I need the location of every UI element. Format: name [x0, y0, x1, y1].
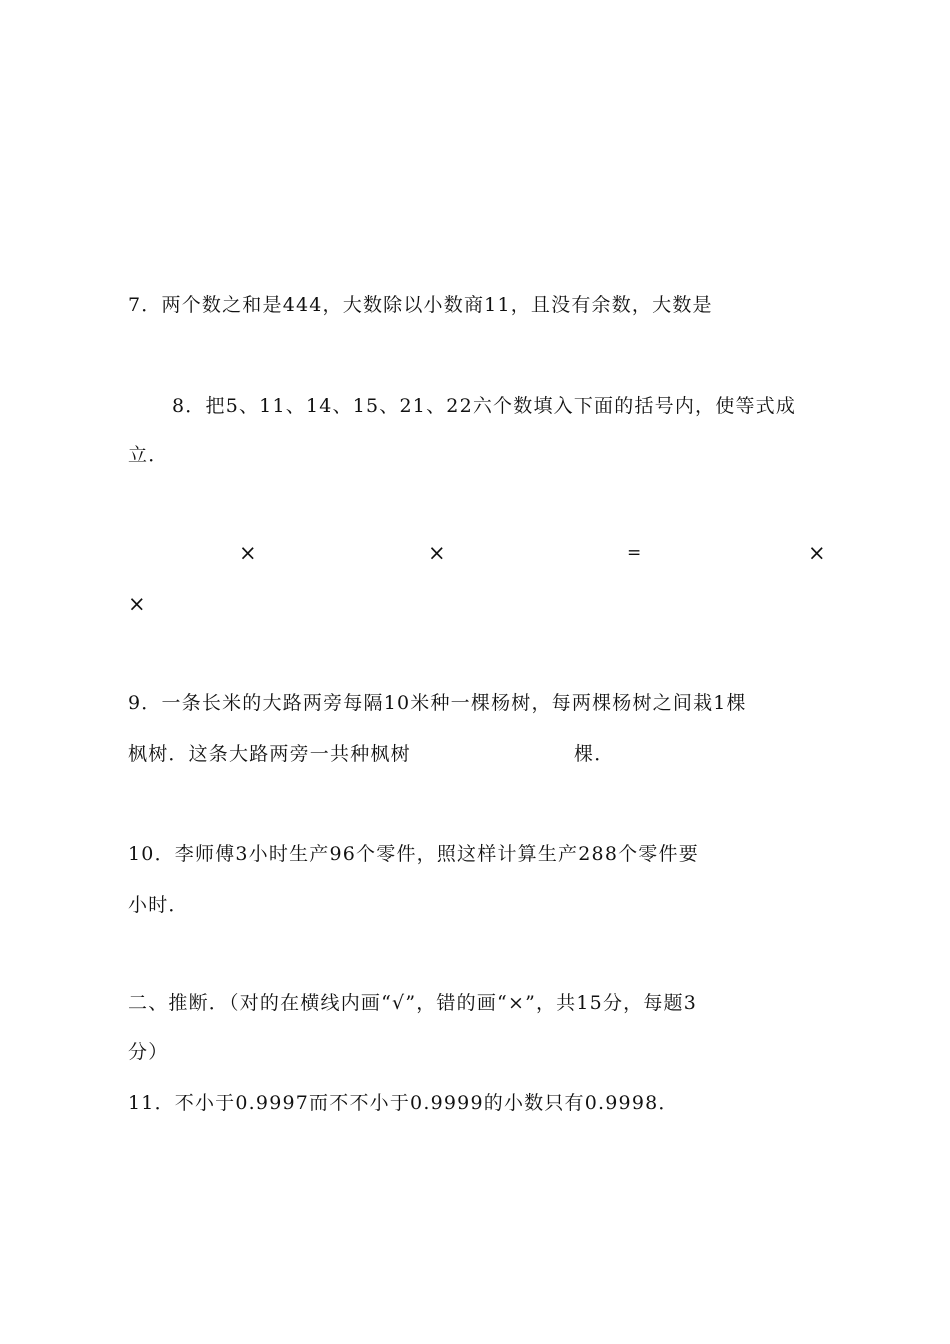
question-9-line-2-end: 棵．	[574, 743, 615, 765]
times-sign-2: ×	[428, 541, 447, 565]
question-8-line-1: 8．把5、11、14、15、21、22六个数填入下面的括号内，使等式成	[172, 395, 797, 417]
question-10-line-1: 10．李师傅3小时生产96个零件，照这样计算生产288个零件要	[128, 843, 699, 865]
question-9-line-1: 9．一条长米的大路两旁每隔10米种一棵杨树，每两棵杨树之间栽1棵	[128, 692, 747, 714]
equals-sign: =	[627, 543, 643, 563]
section-2-heading-line-1: 二、推断．（对的在横线内画“√”，错的画“×”，共15分，每题3	[128, 992, 698, 1014]
question-7: 7．两个数之和是444，大数除以小数商11，且没有余数，大数是	[128, 294, 713, 316]
question-11: 11．不小于0.9997而不不小于0.9999的小数只有0.9998．	[128, 1092, 679, 1114]
times-sign-3: ×	[808, 541, 827, 565]
times-sign-1: ×	[239, 541, 258, 565]
times-sign-4: ×	[128, 592, 147, 616]
question-10-line-2: 小时．	[128, 894, 189, 916]
question-8-line-2: 立．	[128, 444, 169, 466]
question-9-line-2-start: 枫树．这条大路两旁一共种枫树	[128, 743, 411, 765]
section-2-heading-line-2: 分）	[128, 1041, 169, 1063]
